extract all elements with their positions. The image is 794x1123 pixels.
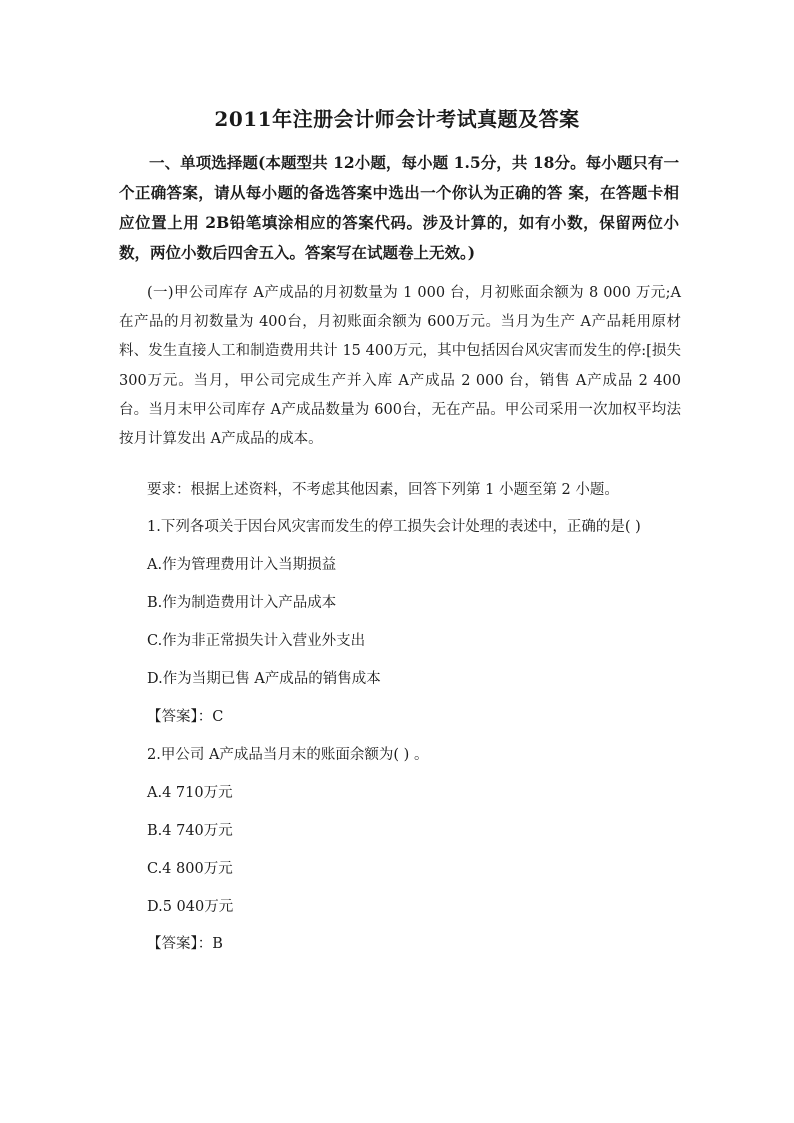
- question-1-answer: 【答案】：C: [147, 709, 224, 725]
- question-2-option-a: A.4 710万元: [147, 785, 233, 801]
- question-2-option-d: D.5 040万元: [147, 899, 234, 915]
- question-2-answer: 【答案】：B: [147, 936, 223, 952]
- question-2-option-c: C.4 800万元: [147, 861, 233, 877]
- case-paragraph: (一)甲公司库存 A产成品的月初数量为 1 000 台，月初账面余额为 8 000 万元;A在产品的月初数量为 400台，月初账面余额为 600万元。当月为生产 A产品耗用原材料、发生直接人工和制造费用共计 15 400万元，其中包括因台风灾害而发生的停:[损失 300万元。当月，甲公司完成生产并入库 A产成品 2 000 台，销售 A产成品 2 400 台。当月末甲公司库存 A产成品数量为 600台，无在产品。甲公司采用一次加权平均法按月计算发出 A产成品的成本。: [119, 285, 681, 448]
- question-1-option-c: C.作为非正常损失计入营业外支出: [147, 633, 366, 649]
- section-heading: 一、单项选择题(本题型共 12小题，每小题 1.5分，共 18分。每小题只有一个正确答案，请从每小题的备选答案中选出一个你认为正确的答 案，在答题卡相应位置上用 2B铅笔填涂相应的答案代码。涉及计算的，如有小数，保留两位小数，两位小数后四舍五入。答案写在试题卷上无效。): [119, 153, 679, 262]
- page-title: 2011年注册会计师会计考试真题及答案: [214, 107, 580, 131]
- question-1-option-d: D.作为当期已售 A产成品的销售成本: [147, 671, 381, 687]
- question-2-stem: 2.甲公司 A产成品当月末的账面余额为( ) 。: [147, 747, 429, 763]
- question-1-option-b: B.作为制造费用计入产品成本: [147, 595, 337, 611]
- question-1-stem: 1.下列各项关于因台风灾害而发生的停工损失会计处理的表述中，正确的是( ): [147, 519, 641, 535]
- requirement-text: 要求：根据上述资料，不考虑其他因素，回答下列第 1 小题至第 2 小题。: [147, 482, 619, 498]
- question-1-option-a: A.作为管理费用计入当期损益: [147, 557, 337, 573]
- question-2-option-b: B.4 740万元: [147, 823, 233, 839]
